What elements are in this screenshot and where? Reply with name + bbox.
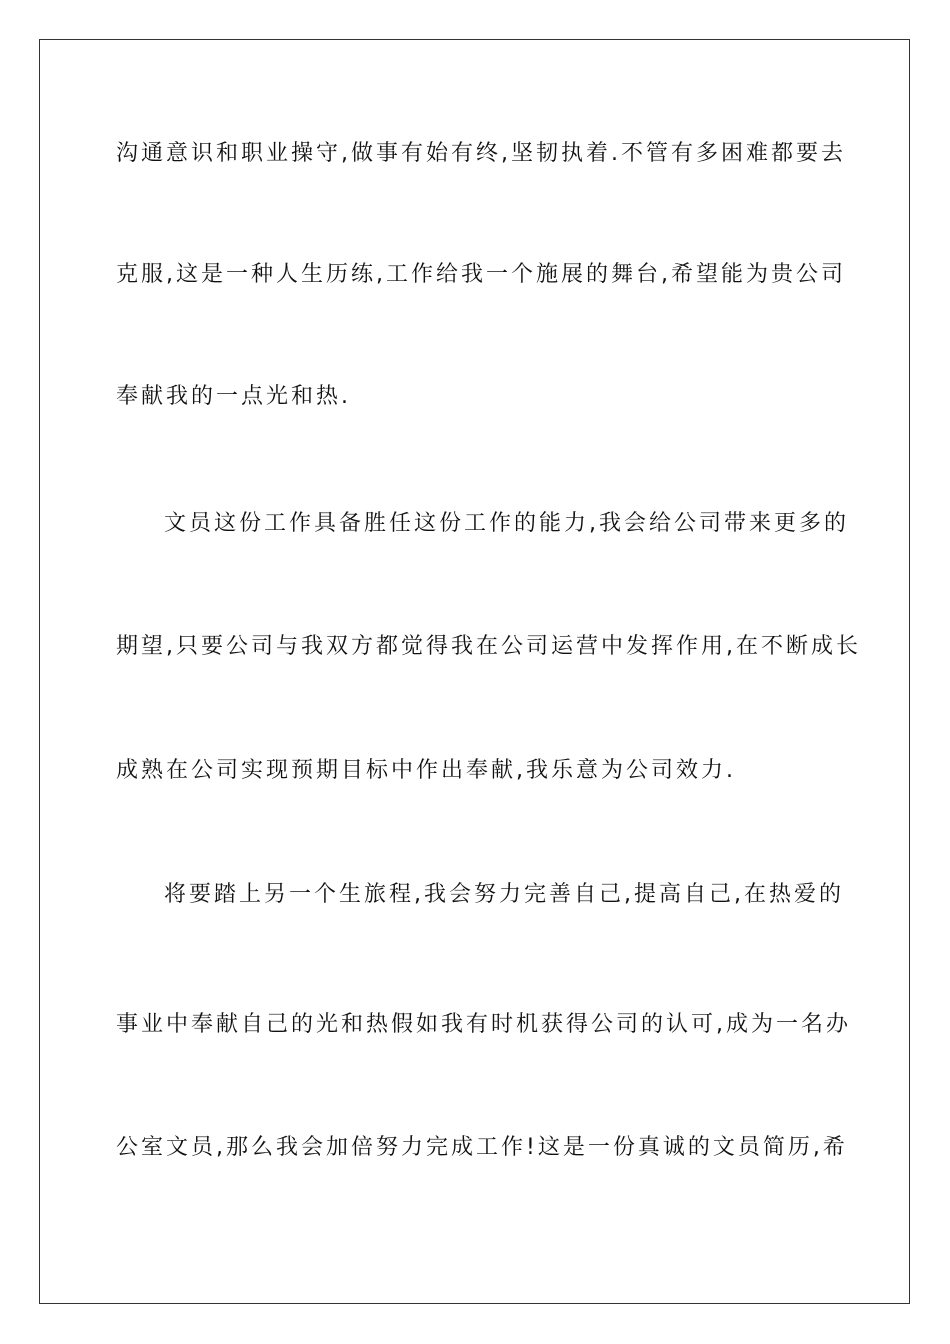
paragraph-line: 事业中奉献自己的光和热假如我有时机获得公司的认可,成为一名办 <box>116 1012 851 1037</box>
paragraph-line: 奉献我的一点光和热. <box>116 384 351 409</box>
paragraph-line: 将要踏上另一个生旅程,我会努力完善自己,提高自己,在热爱的 <box>164 882 844 907</box>
paragraph-line: 期望,只要公司与我双方都觉得我在公司运营中发挥作用,在不断成长 <box>116 634 861 659</box>
page-border <box>39 39 910 1304</box>
paragraph-line: 成熟在公司实现预期目标中作出奉献,我乐意为公司效力. <box>116 758 736 783</box>
paragraph-line: 沟通意识和职业操守,做事有始有终,坚韧执着.不管有多困难都要去 <box>116 141 846 166</box>
paragraph-line: 克服,这是一种人生历练,工作给我一个施展的舞台,希望能为贵公司 <box>116 262 846 287</box>
paragraph-line: 公室文员,那么我会加倍努力完成工作!这是一份真诚的文员简历,希 <box>116 1135 848 1160</box>
paragraph-line: 文员这份工作具备胜任这份工作的能力,我会给公司带来更多的 <box>164 511 849 536</box>
